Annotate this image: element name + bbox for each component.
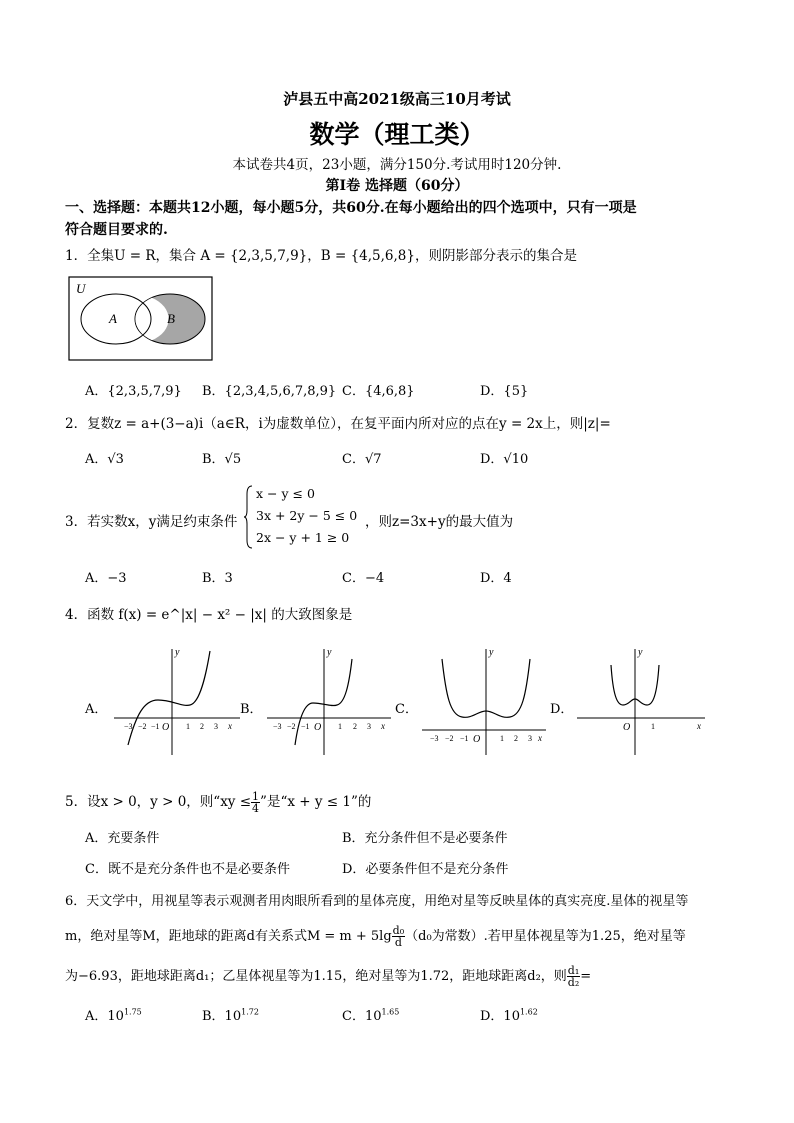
q3-option-a: A．−3: [85, 571, 127, 586]
q1-option-a: A．{2,3,5,7,9}: [85, 384, 182, 399]
q3-option-b: B．3: [202, 571, 233, 586]
q5-text: 5．设x > 0，y > 0，则“xy ≤ $\frac{1}{4}$ ”是“x + y ≤ 1”的: [65, 790, 372, 815]
q2-text: 2．复数z = a+(3−a)i（a∈R，i为虚数单位），在复平面内所对应的点在y = 2x上，则|z|=: [65, 416, 611, 432]
q3-text-after: ，则z=3x+y的最大值为: [365, 514, 514, 530]
q6-option-d: D．$10^{1.62}$: [480, 1007, 538, 1024]
q3-constraint-1: x − y ≤ 0: [256, 486, 315, 501]
svg-text:−3: −3: [124, 722, 133, 731]
school-line: 泸县五中高2021级高三10月考试: [283, 90, 511, 108]
section-instructions-line1: 一、选择题：本题共12小题，每小题5分，共60分.在每小题给出的四个选项中，只有一项是: [65, 200, 637, 216]
q4-graph-d: [575, 645, 710, 757]
q6-option-c: C．$10^{1.65}$: [342, 1007, 400, 1024]
venn-label-u: U: [76, 281, 86, 296]
q5-option-b: B．充分条件但不是必要条件: [342, 831, 508, 846]
svg-text:O: O: [473, 734, 481, 745]
q3-constraint-2: 3x + 2y − 5 ≤ 0: [256, 508, 358, 523]
q2-option-b: B．√5: [202, 452, 242, 467]
q1-option-c: C．{4,6,8}: [342, 384, 415, 399]
section-instructions-line2: 符合题目要求的.: [65, 222, 168, 238]
q1-text: 1．全集U = R，集合 A = {2,3,5,7,9}，B = {4,5,6,8}，则阴影部分表示的集合是: [65, 248, 577, 264]
svg-text:−1: −1: [151, 722, 160, 731]
q6-line2: m，绝对星等M，距地球的距离d有关系式M = m + 5lg $\frac{\text{d₀}}{d}$ （d₀为常数）.若甲星体视星等为1.25，绝对星等: [65, 924, 686, 949]
venn-label-a: A: [109, 311, 117, 326]
q3-text-before: 3．若实数x，y满足约束条件: [65, 514, 238, 530]
svg-text:x: x: [228, 721, 232, 731]
svg-text:x: x: [538, 733, 542, 743]
q2-option-d: D．√10: [480, 452, 529, 467]
svg-text:y: y: [175, 647, 180, 658]
svg-text:1: 1: [500, 734, 504, 743]
svg-text:−2: −2: [445, 734, 454, 743]
svg-text:−3: −3: [273, 722, 282, 731]
svg-text:−1: −1: [301, 722, 310, 731]
svg-text:−2: −2: [138, 722, 147, 731]
q4-text: 4．函数 f(x) = e^|x| − x² − |x| 的大致图象是: [65, 607, 353, 623]
svg-text:x: x: [697, 721, 701, 731]
svg-text:x: x: [381, 721, 385, 731]
exam-info: 本试卷共4页，23小题，满分150分.考试用时120分钟.: [232, 157, 562, 173]
svg-text:2: 2: [353, 722, 357, 731]
svg-text:1: 1: [338, 722, 342, 731]
q5-option-c: C．既不是充分条件也不是必要条件: [85, 862, 290, 877]
q5-option-d: D．必要条件但不是充分条件: [342, 862, 509, 877]
svg-text:O: O: [314, 722, 322, 733]
svg-text:3: 3: [528, 734, 532, 743]
q6-option-a: A．$10^{1.75}$: [85, 1007, 142, 1024]
svg-text:O: O: [162, 722, 170, 733]
q3-constraint-3: 2x − y + 1 ≥ 0: [256, 530, 350, 545]
q3-option-c: C．−4: [342, 571, 385, 586]
q6-line3: 为−6.93，距地球距离d₁；乙星体视星等为1.15，绝对星等为1.72，距地球距离d₂，则 $\frac{\text{d₁}}{\text{d₂}}$ =: [65, 964, 592, 989]
q2-option-a: A．√3: [85, 452, 124, 467]
svg-text:1: 1: [186, 722, 190, 731]
q1-option-b: B．{2,3,4,5,6,7,8,9}: [202, 384, 337, 399]
q1-venn-diagram: [68, 276, 214, 362]
q4-graph-b: [265, 645, 395, 757]
svg-text:3: 3: [367, 722, 371, 731]
svg-text:2: 2: [514, 734, 518, 743]
q6-option-b: B．$10^{1.72}$: [202, 1007, 259, 1024]
q4-option-a-label: A．: [85, 702, 108, 717]
svg-text:−2: −2: [287, 722, 296, 731]
svg-text:y: y: [489, 647, 494, 658]
q4-graph-a: [110, 645, 245, 757]
q5-option-a: A．充要条件: [85, 831, 160, 846]
part-title: 第Ⅰ卷 选择题（60分）: [325, 178, 469, 194]
svg-text:−3: −3: [430, 734, 439, 743]
q5-fraction: $\frac{1}{4}$: [252, 790, 260, 815]
svg-text:1: 1: [651, 722, 655, 731]
svg-text:O: O: [623, 722, 631, 733]
q3-option-d: D．4: [480, 571, 512, 586]
q6-line1: 6．天文学中，用视星等表示观测者用肉眼所看到的星体亮度，用绝对星等反映星体的真实亮度.星体的视星等: [65, 894, 689, 909]
q4-graph-c: [420, 645, 550, 757]
svg-text:3: 3: [214, 722, 218, 731]
svg-text:y: y: [638, 647, 643, 658]
subject-title: 数学（理工类）: [309, 120, 485, 149]
svg-text:y: y: [327, 647, 332, 658]
q4-option-c-label: C．: [395, 702, 418, 717]
svg-text:2: 2: [200, 722, 204, 731]
svg-text:−1: −1: [460, 734, 469, 743]
venn-label-b: B: [167, 311, 175, 326]
q2-option-c: C．√7: [342, 452, 382, 467]
q4-option-d-label: D．: [550, 702, 574, 717]
q1-option-d: D．{5}: [480, 384, 529, 399]
q3-brace: [244, 484, 254, 550]
q4-option-b-label: B．: [240, 702, 263, 717]
